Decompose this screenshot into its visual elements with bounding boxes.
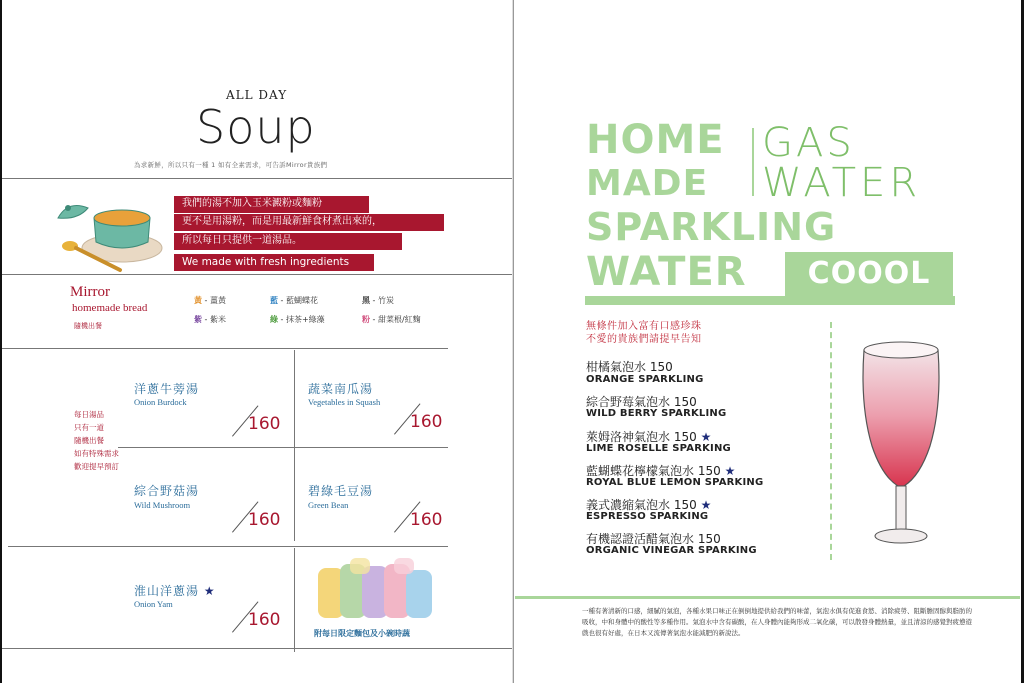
bread-flavor: 黑 - 竹炭 xyxy=(362,296,394,305)
soup-price: 160 xyxy=(410,412,443,432)
star-icon: ★ xyxy=(724,464,736,478)
drink-name-cn: 萊姆洛神氣泡水 150 ★ xyxy=(586,430,712,444)
bread-name-sub: homemade bread xyxy=(72,302,148,314)
soup-name-cn: 綜合野菇湯 xyxy=(134,484,200,498)
grid-vline xyxy=(294,548,295,652)
soup-title: Soup xyxy=(196,100,316,154)
soup-price: 160 xyxy=(410,510,443,530)
bread-caption: 附每日限定麵包及小碗時蔬 xyxy=(314,629,410,638)
divider-top xyxy=(2,178,512,179)
drink-name-en: ROYAL BLUE LEMON SPARKING xyxy=(586,477,764,488)
footer-description: 一種有著清新的口感，細膩的氣泡，各種水果口味正在倒倒地提供給我們的味蕾，氣泡水俱有促進食慾、消除疲勞、阻斷膽固醇與脂肪的吸收，中和身體中的酸性等多種作用。氣泡水中含有碳酸，在人身體內能夠形成二氧化碳，可以散發身體熱量，並且清涼的感覺對疲憊遊戲也很有好處，在日本又流傳著氣泡水能減肥的新說法。 xyxy=(582,607,972,637)
grid-vline xyxy=(294,449,295,541)
drink-name-en: LIME ROSELLE SPARKING xyxy=(586,443,731,454)
soup-name-en: Onion Yam xyxy=(134,599,173,609)
drink-name-cn: 有機認證活醋氣泡水 150 xyxy=(586,532,721,546)
drink-name-en: WILD BERRY SPARKLING xyxy=(586,408,727,419)
intro-line-3: 所以每日只提供一道湯品。 xyxy=(174,233,402,250)
title-sparkling: SPARKLING xyxy=(586,205,837,249)
divider-bread xyxy=(2,348,448,349)
drink-name-cn: 綜合野莓氣泡水 150 xyxy=(586,395,697,409)
divider-intro xyxy=(2,274,512,275)
drink-name-cn: 柑橘氣泡水 150 xyxy=(586,360,673,374)
intro-line-english: We made with fresh ingredients xyxy=(174,254,374,271)
grid-hline xyxy=(118,447,448,448)
bread-note: 隨機出餐 xyxy=(74,322,102,330)
soup-name-en: Onion Burdock xyxy=(134,397,187,407)
all-day-label: ALL DAY xyxy=(226,88,288,102)
soup-subtitle: 為求新鮮，所以只有一種 1 如有全素需求，可告訴Mirror貴族們 xyxy=(134,161,328,169)
grid-vline xyxy=(294,350,295,450)
title-divider xyxy=(752,128,754,196)
daily-soup-note: 每日湯品 只有一道 隨機出餐 如有特殊需求 歡迎提早預訂 xyxy=(74,410,119,471)
divider-bottom xyxy=(2,648,512,649)
bread-flavor: 黃 - 薑黃 xyxy=(194,296,226,305)
soup-name-cn: 洋蔥牛蒡湯 xyxy=(134,382,200,396)
title-water-thin: WATER xyxy=(762,160,922,206)
bread-flavor: 綠 - 抹茶+綠藻 xyxy=(270,315,325,324)
title-underline xyxy=(585,296,955,305)
soup-name-en: Wild Mushroom xyxy=(134,500,191,510)
drink-name-en: ESPRESSO SPARKING xyxy=(586,511,709,522)
title-made: MADE xyxy=(586,163,709,204)
star-icon: ★ xyxy=(203,584,216,598)
drink-name-cn: 義式濃縮氣泡水 150 ★ xyxy=(586,498,712,512)
title-coool: COOOL xyxy=(785,252,953,296)
footer-rule xyxy=(515,596,1020,599)
bread-illustration xyxy=(310,556,438,622)
sparkling-glass-illustration xyxy=(858,336,944,550)
grid-hline xyxy=(8,546,448,547)
soup-price: 160 xyxy=(248,610,281,630)
star-icon: ★ xyxy=(700,498,712,512)
star-icon: ★ xyxy=(700,430,712,444)
drink-name-cn: 藍蝴蝶花檸檬氣泡水 150 ★ xyxy=(586,464,736,478)
soup-name-en: Green Bean xyxy=(308,500,349,510)
soup-name-en: Vegetables in Squash xyxy=(308,397,381,407)
bread-flavor: 粉 - 甜菜根/紅麴 xyxy=(362,315,421,324)
title-gas: GAS xyxy=(762,120,855,166)
soup-price: 160 xyxy=(248,510,281,530)
soup-price: 160 xyxy=(248,414,281,434)
soup-name-cn: 蔬菜南瓜湯 xyxy=(308,382,374,396)
dashed-divider xyxy=(830,322,832,560)
title-home: HOME xyxy=(586,117,725,163)
drink-name-en: ORANGE SPARKLING xyxy=(586,374,704,385)
bread-flavor: 藍 - 藍蝴蝶花 xyxy=(270,296,318,305)
bread-flavor: 紫 - 紫米 xyxy=(194,315,226,324)
pearl-note: 無條件加入富有口感珍珠 不愛的貴族們請提早告知 xyxy=(586,321,702,345)
drink-name-en: ORGANIC VINEGAR SPARKING xyxy=(586,545,757,556)
title-water: WATER xyxy=(586,249,747,295)
soup-pot-illustration xyxy=(54,190,174,280)
soup-name-cn: 碧綠毛豆湯 xyxy=(308,484,374,498)
soup-name-cn: 淮山洋蔥湯 ★ xyxy=(134,584,216,598)
intro-line-2: 更不是用湯粉，而是用最新鮮食材煮出來的， xyxy=(174,214,444,231)
bread-name: Mirror xyxy=(70,284,110,300)
intro-line-1: 我們的湯不加入玉米澱粉或麵粉 xyxy=(174,196,369,213)
